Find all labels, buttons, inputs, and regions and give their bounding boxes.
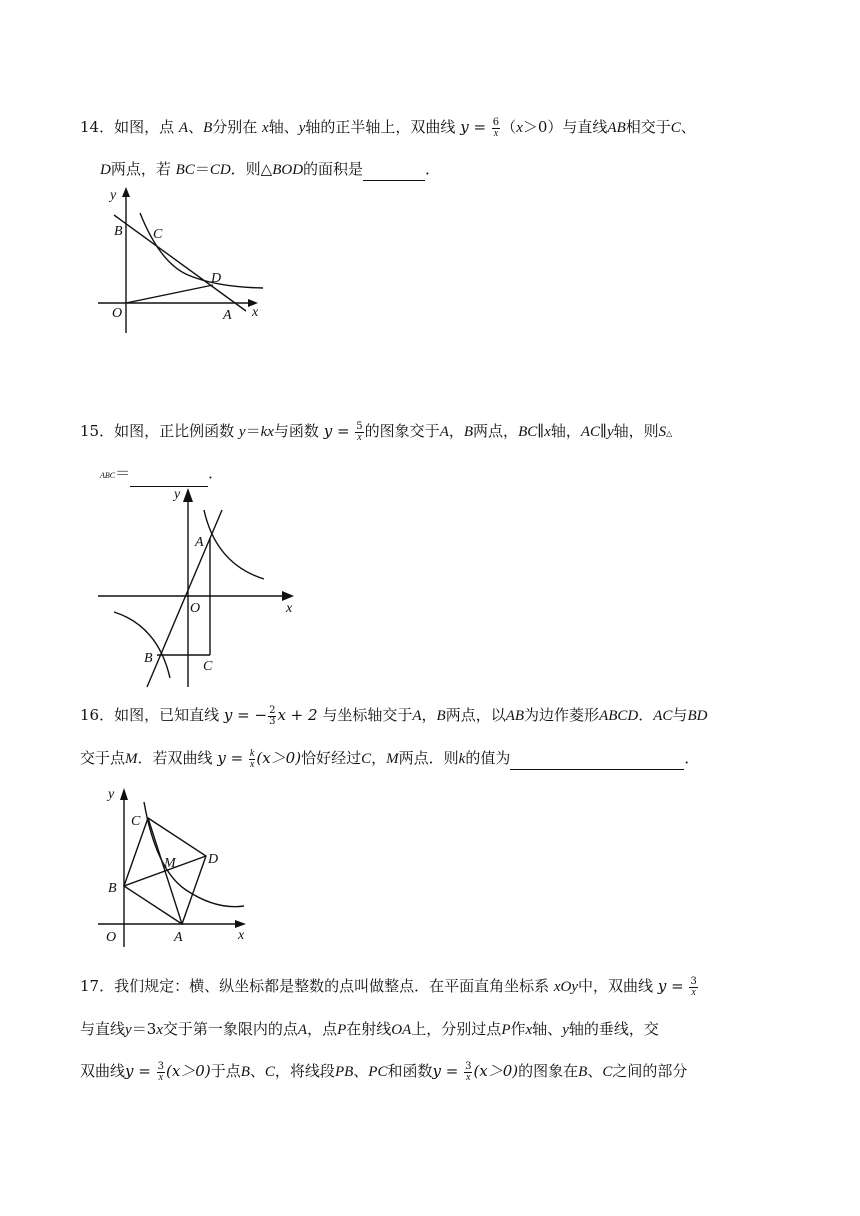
- q15-figure: [92, 482, 312, 692]
- label-a: A: [174, 930, 183, 945]
- q17-line-3: 双曲线y = $\frac{3}{x}$ (x＞0)于点B、C，将线段PB、PC和函数y = $\frac{3}{x}$ (x＞0)的图象在B、C之间的部分: [80, 1060, 688, 1083]
- label-x: x: [252, 305, 259, 320]
- label-a: A: [195, 535, 204, 550]
- answer-blank[interactable]: [510, 753, 684, 770]
- q17-line-2: 与直线y＝3x交于第一象限内的点A，点P在射线OA上，分别过点P作x轴、y轴的垂线，交: [80, 1020, 659, 1038]
- x-axis-arrow: [282, 591, 294, 601]
- label-a: A: [223, 308, 232, 323]
- fraction: $\frac{k}{x}$: [249, 747, 255, 770]
- fraction: $\frac{2}{3}$: [269, 704, 276, 727]
- label-o: O: [112, 306, 123, 321]
- y-axis-arrow: [183, 488, 193, 502]
- label-b: B: [114, 224, 123, 239]
- q14-figure: [88, 183, 288, 343]
- label-x: x: [286, 601, 293, 616]
- label-d: D: [211, 271, 222, 286]
- segment-od: [126, 285, 213, 303]
- label-o: O: [106, 930, 117, 945]
- line-ab: [114, 215, 246, 311]
- label-o: O: [190, 601, 201, 616]
- y-axis-arrow: [120, 788, 128, 800]
- label-c: C: [131, 814, 141, 829]
- q16-line-1: 16．如图，已知直线 y = − $\frac{2}{3}$ x + 2 与坐标轴交于A，B两点，以AB为边作菱形ABCD．AC与BD: [80, 704, 708, 727]
- fraction: $\frac{3}{x}$: [465, 1060, 472, 1083]
- q14-line-1: 14．如图，点 A、B分别在 x轴、y轴的正半轴上，双曲线 y = $\frac{6}{x}$ （x＞0）与直线AB相交于C、: [80, 116, 696, 139]
- label-x: x: [238, 928, 245, 943]
- fraction: $\frac{5}{x}$: [356, 420, 363, 443]
- answer-blank[interactable]: [363, 164, 425, 181]
- fraction: $\frac{6}{x}$: [492, 116, 500, 139]
- x-axis-arrow: [235, 920, 246, 928]
- label-d: D: [208, 852, 219, 867]
- label-y: y: [174, 487, 181, 502]
- label-m: M: [164, 856, 176, 871]
- fraction: $\frac{3}{x}$: [157, 1060, 164, 1083]
- q15-line-1: 15．如图，正比例函数 y＝kx与函数 y = $\frac{5}{x}$ 的图象交于A，B两点，BC∥x轴，AC∥y轴，则S△: [80, 420, 673, 443]
- q16-line-2: 交于点M．若双曲线 y = $\frac{k}{x}$ (x＞0)恰好经过C，M两点．则k的值为 ．: [80, 747, 700, 770]
- label-b: B: [108, 881, 117, 896]
- label-b: B: [144, 651, 153, 666]
- label-c: C: [153, 227, 163, 242]
- hyperbola-branch-1: [204, 510, 264, 579]
- y-axis-arrow: [122, 187, 130, 197]
- q16-figure: [94, 782, 264, 952]
- label-y: y: [110, 188, 117, 203]
- q17-line-1: 17．我们规定：横、纵坐标都是整数的点叫做整点．在平面直角坐标系 xOy中，双曲线 y = $\frac{3}{x}$: [80, 975, 697, 998]
- label-c: C: [203, 659, 213, 674]
- hyperbola-branch-2: [114, 612, 170, 678]
- q15-line-2: ABC＝ ．: [100, 462, 800, 487]
- fraction: $\frac{3}{x}$: [690, 975, 697, 998]
- label-y: y: [108, 787, 115, 802]
- hyperbola: [140, 213, 263, 288]
- q14-line-2: D两点，若 BC＝CD．则△BOD的面积是 ．: [100, 158, 800, 181]
